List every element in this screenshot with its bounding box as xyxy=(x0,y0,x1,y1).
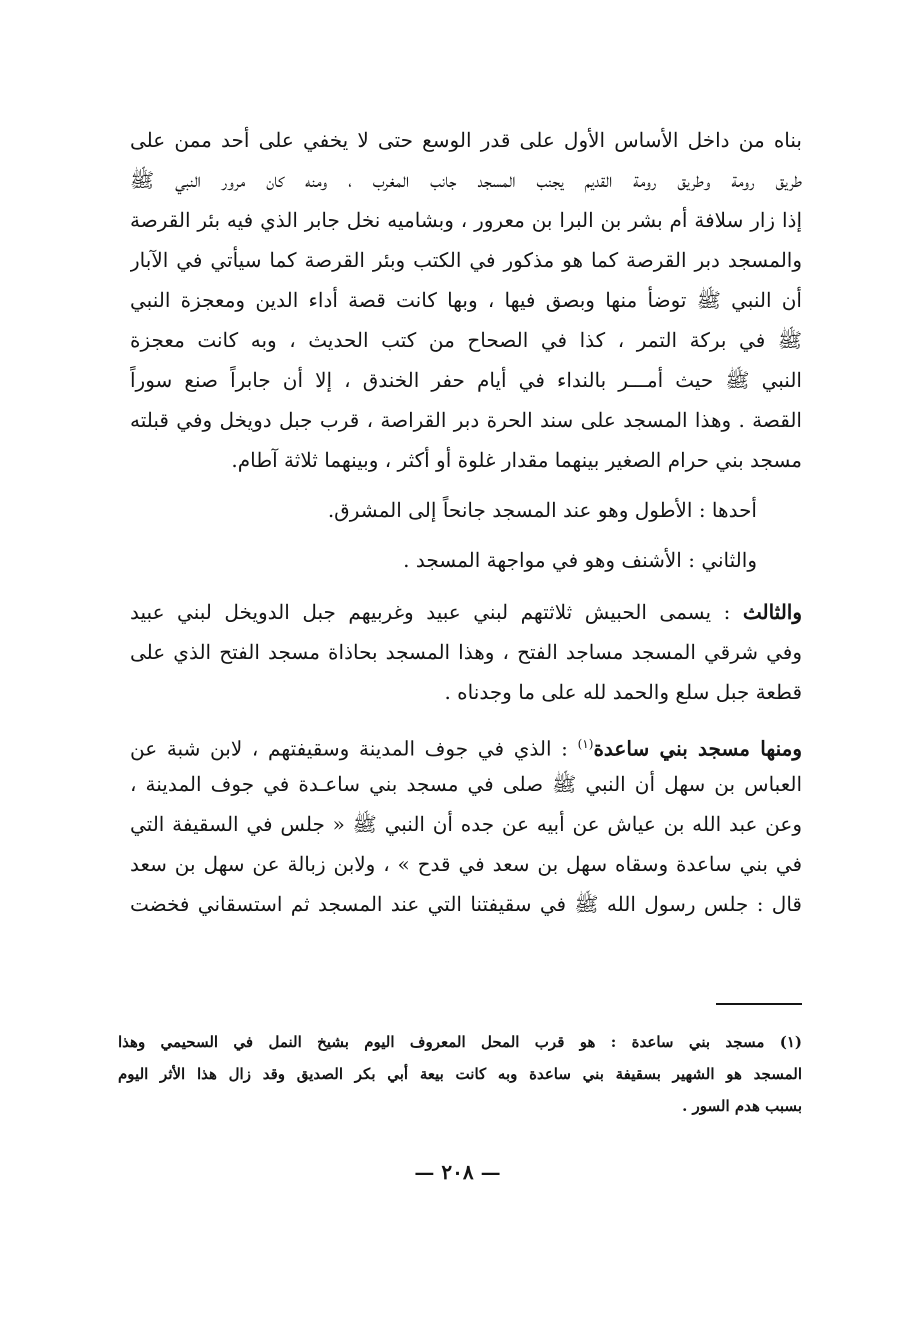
footnote-marker: (١) xyxy=(577,737,594,751)
text-line: إذا زار سلافة أم بشر بن البرا بن معرور ، وبشاميه نخل جابر الذي فيه بئر القرصة xyxy=(130,208,802,232)
paragraph-1 xyxy=(130,120,802,480)
text-line: بناه من داخل الأساس الأول على قدر الوسع حتى لا يخفي على أحد ممن على xyxy=(130,128,802,152)
footnote-divider xyxy=(716,1003,802,1005)
text-line: وعن عبد الله بن عياش عن أبيه عن جده أن النبي ﷺ « جلس في السقيفة التي xyxy=(130,812,802,836)
text-line: العباس بن سهل أن النبي ﷺ صلى في مسجد بني ساعـدة في جوف المدينة ، xyxy=(130,772,802,796)
main-text xyxy=(130,120,802,924)
paragraph-spacer xyxy=(130,712,802,724)
text-line: طريق رومة وطريق رومة القديم يجنب المسجد جانب المغرب ، ومنه كان مرور النبي ﷺ xyxy=(130,168,802,192)
text-line: قطعة جبل سلع والحمد لله على ما وجدناه . xyxy=(444,680,802,704)
paragraph-lead: ومنها مسجد بني ساعدة xyxy=(593,736,802,761)
text-line: مسجد بني حرام الصغير بينهما مقدار غلوة أو أكثر ، وبينهما ثلاثة آطام. xyxy=(231,448,802,472)
paragraph-2: أحدها : الأطول وهو عند المسجد جانحاً إلى المشرق. xyxy=(327,498,757,522)
text-line: النبي ﷺ حيث أمـــر بالنداء في أيام حفر الخندق ، إلا أن جابراً صنع سوراً xyxy=(130,368,802,392)
paragraph-4 xyxy=(130,592,802,712)
footnote-line: بسبب هدم السور . xyxy=(682,1097,802,1115)
text-line: والمسجد دبر القرصة كما هو مذكور في الكتب وبئر القرصة كما سيأتي في الآبار xyxy=(130,248,802,272)
text-line: قال : جلس رسول الله ﷺ في سقيفتنا التي عند المسجد ثم استسقاني فخضت xyxy=(130,892,802,916)
footnote-line: المسجد هو الشهير بسقيفة بني ساعدة وبه كانت بيعة أبي بكر الصديق وقد زال هذا الأثر اليوم xyxy=(118,1065,802,1083)
text-line xyxy=(130,592,802,632)
paragraph-lead: والثالث xyxy=(742,600,802,624)
text-line xyxy=(130,724,802,764)
paragraph-spacer xyxy=(130,530,802,540)
footnote xyxy=(118,1026,802,1122)
paragraph-5 xyxy=(130,724,802,924)
text-line: أن النبي ﷺ توضأ منها وبصق فيها ، وبها كانت قصة أداء الدين ومعجزة النبي xyxy=(130,288,802,312)
paragraph-spacer xyxy=(130,580,802,592)
text-line: ﷺ في بركة التمر ، كذا في الصحاح من كتب الحديث ، وبه كانت معجزة xyxy=(130,328,802,352)
page-number: — ٢٠٨ — xyxy=(414,1160,501,1184)
text-run: : الذي في جوف المدينة وسقيفتهم ، لابن شبة عن xyxy=(130,736,578,761)
paragraph-spacer xyxy=(130,480,802,490)
text-line: القصة . وهذا المسجد على سند الحرة دبر القراصة ، قرب جبل دويخل وفي قبلته xyxy=(130,408,802,432)
text-run: : يسمى الحبيش ثلاثتهم لبني عبيد وغربيهم جبل الدويخل لبني عبيد xyxy=(130,600,743,624)
text-line: في بني ساعدة وسقاه سهل بن سعد في قدح » ، ولابن زبالة عن سهل بن سعد xyxy=(130,852,802,876)
paragraph-3: والثاني : الأشنف وهو في مواجهة المسجد . xyxy=(403,548,757,572)
footnote-line: (١) مسجد بني ساعدة : هو قرب المحل المعروف اليوم بشيخ النمل في السحيمي وهذا xyxy=(118,1033,802,1051)
text-line: وفي شرقي المسجد مساجد الفتح ، وهذا المسجد بحاذاة مسجد الفتح الذي على xyxy=(130,640,802,664)
